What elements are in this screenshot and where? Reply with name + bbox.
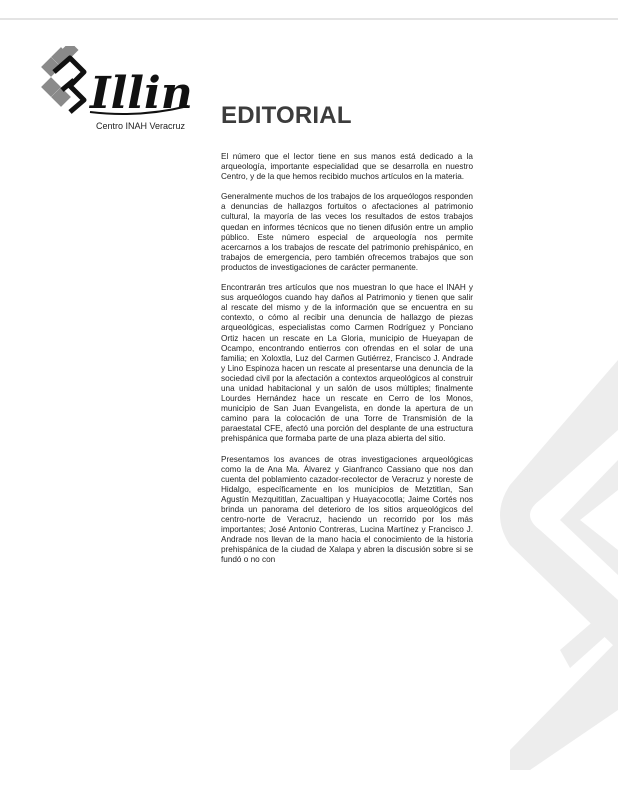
top-divider xyxy=(0,18,618,20)
logo-caption: Centro INAH Veracruz xyxy=(96,121,186,131)
paragraph: Presentamos los avances de otras investigaciones arqueológicas como la de Ana Ma. Álvarez y Gianfranco Cassiano que nos dan cuenta del poblamiento cazador-recolector de Veracruz y noreste de Hidalgo, específicamente en los municipios de Metztitlan, San Agustín Mezquititlan, Zacualtipan y Huayacocotla; Jaime Cortés nos brinda un panorama del deterioro de los sitios arqueológicos del centro-norte de Veracruz, haciendo un recorrido por los más importantes; José Antonio Contreras, Lucina Martínez y Francisco J. Andrade nos llevan de la mano hacia el conocimiento de la historia prehispánica de la ciudad de Xalapa y abren la discusión sobre si se fundó o no con xyxy=(221,454,473,565)
page-title: EDITORIAL xyxy=(221,102,352,129)
editorial-body xyxy=(221,152,473,576)
paragraph: El número que el lector tiene en sus manos está dedicado a la arqueología, importante especialidad que se desarrolla en nuestro Centro, y de la que hemos recibido muchos artículos en la materia. xyxy=(221,152,473,182)
paragraph: Encontrarán tres artículos que nos muestran lo que hace el INAH y sus arqueólogos cuando hay daños al Patrimonio y tienen que salir al rescate del mismo y de la información que se encuentra en su contexto, o cómo al recibir una denuncia de hallazgo de piezas arqueológicas, especialistas como Carmen Rodríguez y Ponciano Ortiz hacen un rescate en La Gloria, municipio de Hueyapan de Ocampo, encontrando entierros con ofrendas en el solar de una familia; en Xoloxtla, Luz del Carmen Gutiérrez, Francisco J. Andrade y Lino Espinoza hacen un rescate al presentarse una denuncia de la sociedad civil por la afectación a contextos arqueológicos al construir una unidad habitacional y un salón de usos múltiples; finalmente Lourdes Hernández hace un rescate en Cerro de los Monos, municipio de San Juan Evangelista, en donde la apertura de un camino para la colocación de una Torre de Transmisión de la paraestatal CFE, afectó una porción del desplante de una estructura prehispánica que formaba parte de una plaza abierta del sitio. xyxy=(221,283,473,444)
illin-logo-icon xyxy=(40,46,192,126)
paragraph: Generalmente muchos de los trabajos de los arqueólogos responden a denuncias de hallazgos fortuitos o afectaciones al patrimonio cultural, la mayoría de las veces los resultados de estos trabajos quedan en informes técnicos que no tienen difusión entre un amplio público. Este número especial de arqueología nos permite acercarnos a los trabajos de rescate del patrimonio prehispánico, en trabajos de emergencia, pero también ofrecemos trabajos que son productos de investigaciones de carácter permanente. xyxy=(221,192,473,272)
svg-text:Illin: Illin xyxy=(90,68,192,119)
watermark-glyph-icon xyxy=(500,350,618,770)
